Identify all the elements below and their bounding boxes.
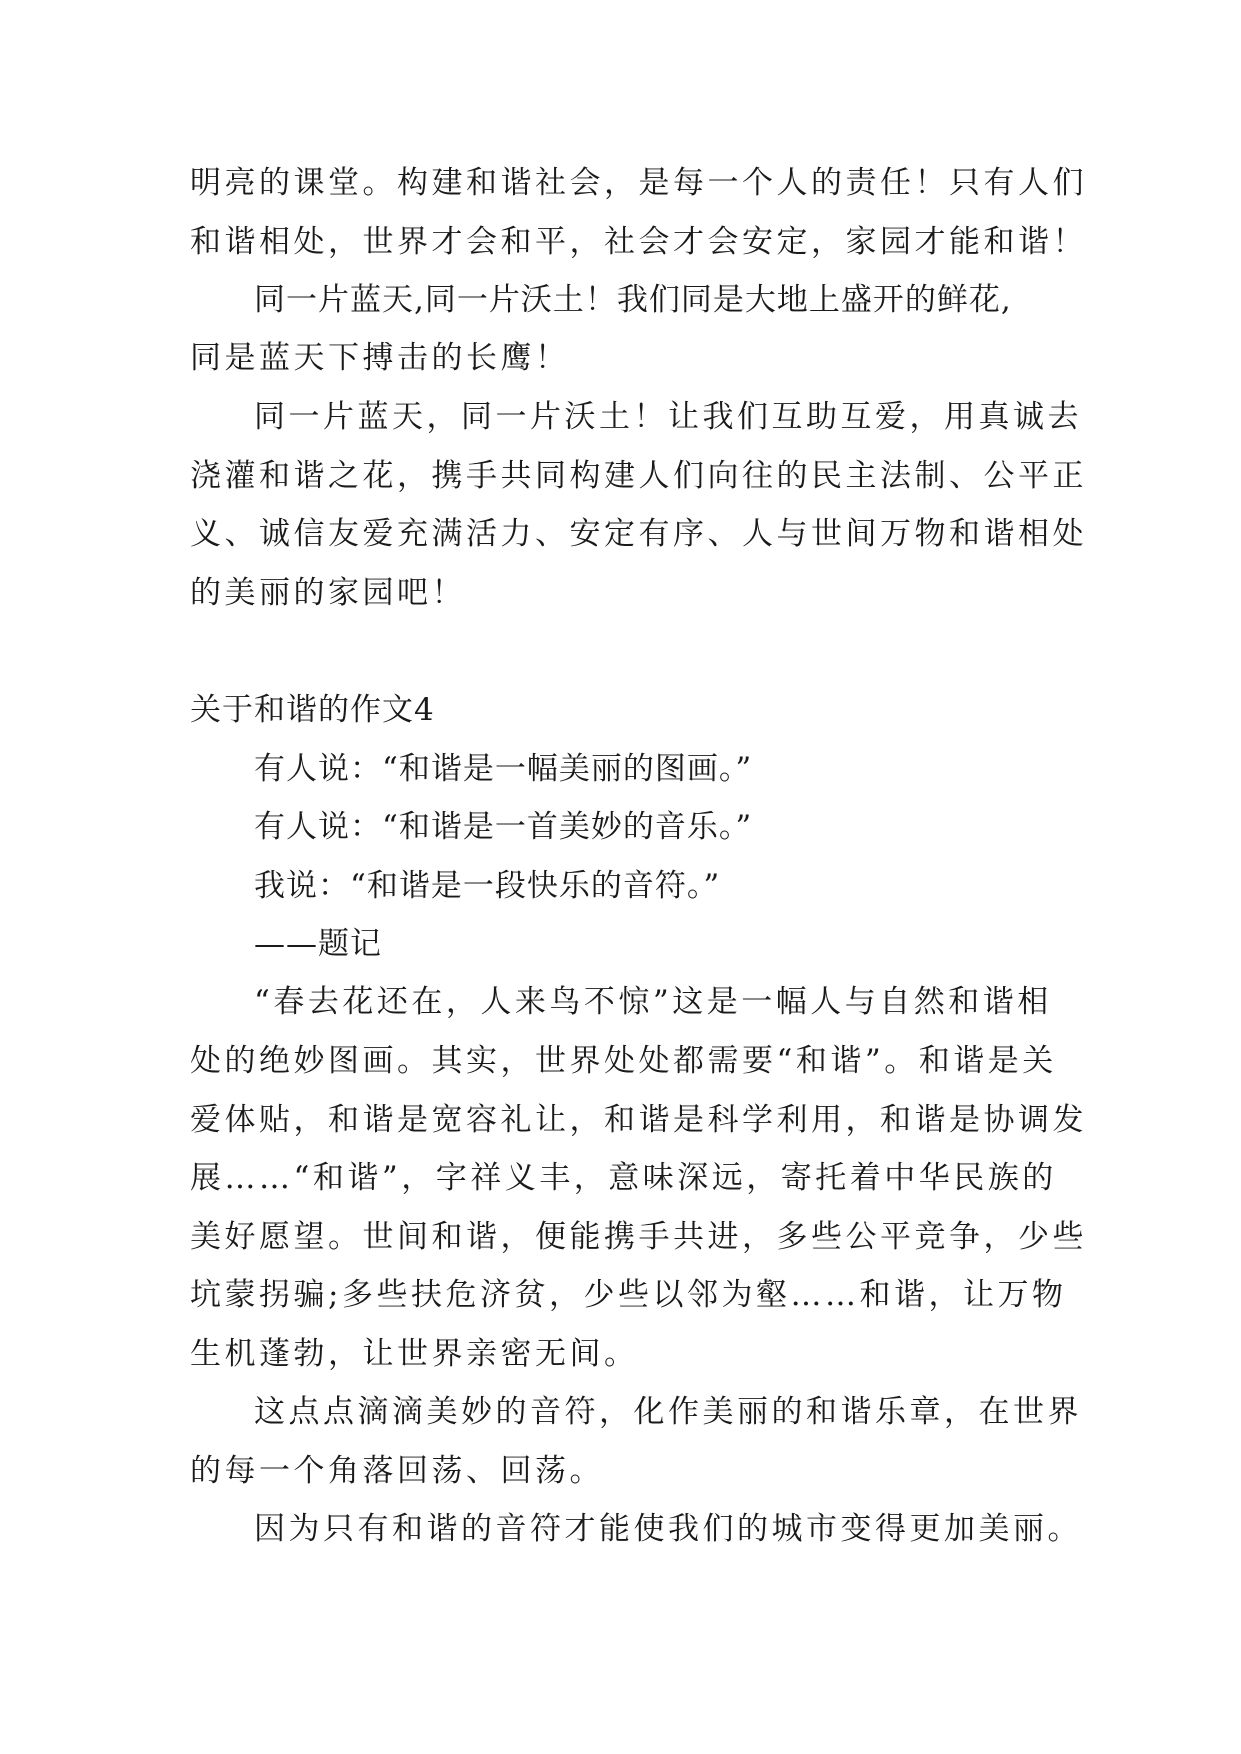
body-text-line: 同一片蓝天，同一片沃土！让我们互助互爱，用真诚去 (254, 399, 1082, 435)
body-text-line: 明亮的课堂。构建和谐社会，是每一个人的责任！只有人们 (190, 165, 1087, 201)
body-text-line: 和谐相处，世界才会和平，社会才会安定，家园才能和谐！ (190, 224, 1087, 260)
body-text-line: 的每一个角落回荡、回荡。 (190, 1453, 604, 1489)
body-text-line: 美好愿望。世间和谐，便能携手共进，多些公平竞争，少些 (190, 1219, 1087, 1255)
epigraph-line: 有人说：“和谐是一幅美丽的图画。” (254, 751, 753, 787)
body-text-line: 生机蓬勃，让世界亲密无间。 (190, 1336, 639, 1372)
body-text-line: 这点点滴滴美妙的音符，化作美丽的和谐乐章，在世界 (254, 1394, 1082, 1430)
section-heading: 关于和谐的作文4 (190, 692, 435, 728)
body-text-line: “春去花还在，人来鸟不惊”这是一幅人与自然和谐相 (254, 984, 1052, 1020)
epigraph-line: 我说：“和谐是一段快乐的音符。” (254, 868, 721, 904)
body-text-line: 浇灌和谐之花，携手共同构建人们向往的民主法制、公平正 (190, 458, 1087, 494)
body-text-line: 同一片蓝天,同一片沃土！我们同是大地上盛开的鲜花, (254, 282, 1012, 318)
body-text-line: 爱体贴，和谐是宽容礼让，和谐是科学利用，和谐是协调发 (190, 1102, 1087, 1138)
body-text-line: 义、诚信友爱充满活力、安定有序、人与世间万物和谐相处 (190, 516, 1087, 552)
body-text-line: 因为只有和谐的音符才能使我们的城市变得更加美丽。 (254, 1511, 1082, 1547)
epigraph-line: 有人说：“和谐是一首美妙的音乐。” (254, 809, 753, 845)
body-text-line: 坑蒙拐骗;多些扶危济贫，少些以邻为壑……和谐，让万物 (190, 1277, 1067, 1313)
body-text-line: 展……“和谐”，字祥义丰，意味深远，寄托着中华民族的 (190, 1160, 1057, 1196)
epigraph-attribution: ——题记 (254, 926, 382, 962)
body-text-line: 处的绝妙图画。其实，世界处处都需要“和谐”。和谐是关 (190, 1043, 1057, 1079)
body-text-line: 同是蓝天下搏击的长鹰！ (190, 340, 570, 376)
body-text-line: 的美丽的家园吧！ (190, 575, 466, 611)
